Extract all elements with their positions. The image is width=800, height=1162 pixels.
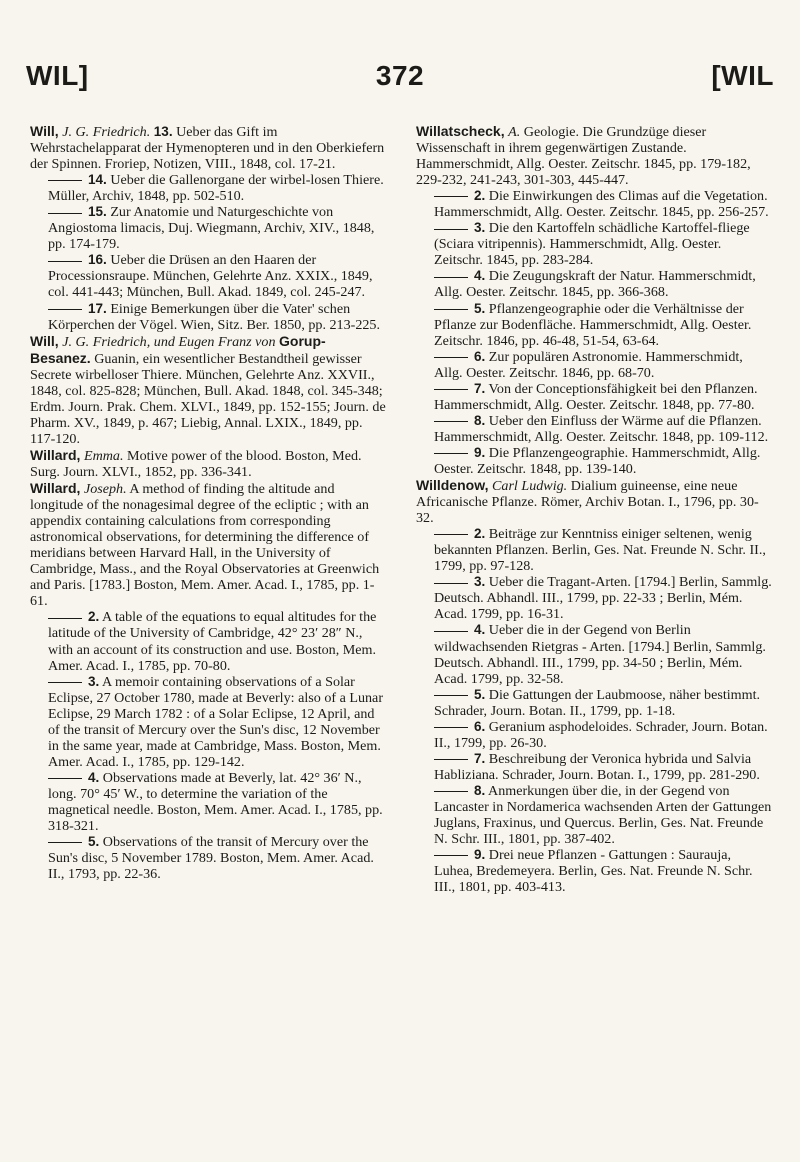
entry-text: Einige Bemerkungen über die Vater' schen Körperchen der Vögel. Wien, Sitz. Ber. 1850, pp. 213-225.	[48, 300, 381, 333]
entry-text: Geologie. Die Grundzüge dieser Wissenschaft in ihrem gegenwärtigen Zustande. Hammerschmidt, Allg. Oester. Zeitschr. 1845, pp. 179-182, 229-232, 241-243, 301-303, 445-447.	[416, 124, 751, 189]
ditto-dash	[434, 727, 468, 728]
entry-number: 2.	[474, 188, 486, 204]
bibliography-subentry	[416, 220, 772, 268]
entry-text: Ueber den Einfluss der Wärme auf die Pflanzen. Hammerschmidt, Allg. Oester. Zeitschr. 1848, pp. 109-112.	[434, 412, 769, 445]
ditto-dash	[48, 618, 82, 619]
ditto-dash	[434, 759, 468, 760]
entry-number: 2.	[474, 526, 486, 542]
bibliography-subentry	[416, 783, 772, 847]
entry-text: Ueber die Gallenorgane der wirbel-losen Thiere. Müller, Archiv, 1848, pp. 502-510.	[48, 172, 384, 205]
entry-number: 7.	[474, 380, 486, 396]
entry-text: Dialium guineense, eine neue Africanische Pflanze. Römer, Archiv Botan. I., 1796, pp. 30-32.	[416, 478, 759, 527]
bibliography-subentry	[416, 751, 772, 783]
entry-text: Die Gattungen der Laubmoose, näher bestimmt. Schrader, Journ. Botan. II., 1799, pp. 1-18.	[434, 686, 761, 719]
author-name: Willatscheck,	[416, 123, 505, 139]
author-forename: A.	[508, 124, 521, 140]
entry-number: 5.	[474, 300, 486, 316]
entry-text: Drei neue Pflanzen - Gattungen : Saurauja, Luhea, Bredemeyera. Berlin, Ges. Nat. Freunde N. Schr. III., 1801, pp. 403-413.	[434, 847, 753, 896]
entry-number: 6.	[474, 718, 486, 734]
bibliography-subentry	[30, 834, 386, 882]
bibliography-subentry	[416, 445, 772, 477]
entry-number: 4.	[474, 622, 486, 638]
bibliography-subentry	[30, 252, 386, 300]
bibliography-subentry	[416, 687, 772, 719]
ditto-dash	[434, 791, 468, 792]
entry-text: Beschreibung der Veronica hybrida und Salvia Habliziana. Schrader, Journ. Botan. I., 1799, pp. 281-290.	[434, 750, 760, 783]
entry-text: Ueber die Drüsen an den Haaren der Processionsraupe. München, Gelehrte Anz. XXIX., 1849, col. 441-443; München, Bull. Akad. 1849, col. 245-247.	[48, 252, 373, 301]
entry-text: Geranium asphodeloides. Schrader, Journ. Botan. II., 1799, pp. 26-30.	[434, 718, 768, 751]
header-right: [WIL	[711, 60, 774, 91]
bibliography-subentry	[416, 381, 772, 413]
left-column	[30, 123, 386, 882]
entry-text: Guanin, ein wesentlicher Bestandtheil gewisser Secrete wirbelloser Thiere. München, Gelehrte Anz. XXVII., 1848, col. 825-828; München, Bull. Akad. 1848, col. 345-348; Erdm. Journ. Prak. Chem. XLVI., 1849, pp. 152-155; Journ. de Pharm. XV., 1849, p. 467; Liebig, Annal. LXIX., 1849, pp. 117-120.	[30, 350, 386, 447]
author-name: Will,	[30, 123, 59, 139]
bibliography-entry	[30, 123, 386, 172]
entry-text: Observations of the transit of Mercury over the Sun's disc, 5 November 1789. Boston, Mem. Amer. Acad. II., 1793, pp. 22-36.	[48, 834, 374, 883]
entry-number: 3.	[474, 220, 486, 236]
bibliography-subentry	[30, 674, 386, 770]
entry-number: 4.	[88, 769, 100, 785]
ditto-dash	[48, 261, 82, 262]
entry-number: 8.	[474, 412, 486, 428]
entry-number: 9.	[474, 444, 486, 460]
ditto-dash	[48, 842, 82, 843]
entry-number: 14.	[88, 172, 107, 188]
bibliography-subentry	[416, 622, 772, 686]
ditto-dash	[434, 534, 468, 535]
ditto-dash	[48, 778, 82, 779]
bibliography-subentry	[30, 609, 386, 673]
entry-text: Die Zeugungskraft der Natur. Hammerschmidt, Allg. Oester. Zeitschr. 1845, pp. 366-368.	[434, 268, 756, 301]
ditto-dash	[434, 855, 468, 856]
entry-text: Motive power of the blood. Boston, Med. Surg. Journ. XLVI., 1852, pp. 336-341.	[30, 447, 362, 480]
entry-number: 16.	[88, 252, 107, 268]
coauthor-name: Gorup-Besanez.	[30, 332, 326, 366]
page-number: 372	[375, 60, 425, 91]
entry-text: Ueber die in der Gegend von Berlin wildwachsenden Rietgras - Arten. [1794.] Berlin, Sammlg. Deutsch. Abhandl. III., 1799, pp. 34-50 ; Berlin, Mém. Acad. 1799, pp. 32-58.	[434, 622, 766, 687]
entry-text: Die Pflanzengeographie. Hammerschmidt, Allg. Oester. Zeitschr. 1848, pp. 139-140.	[434, 444, 761, 477]
running-header	[26, 58, 774, 94]
entry-text: Die den Kartoffeln schädliche Kartoffel-fliege (Sciara vitripennis). Hammerschmidt, Allg. Oester. Zeitschr. 1845, pp. 283-284.	[434, 220, 750, 269]
bibliography-subentry	[30, 770, 386, 834]
header-left: WIL]	[26, 60, 89, 91]
entry-number: 9.	[474, 847, 486, 863]
entry-number: 7.	[474, 750, 486, 766]
ditto-dash	[434, 309, 468, 310]
entry-text: Zur populären Astronomie. Hammerschmidt, Allg. Oester. Zeitschr. 1846, pp. 68-70.	[434, 348, 743, 381]
entry-number: 6.	[474, 348, 486, 364]
bibliography-subentry	[416, 719, 772, 751]
bibliography-subentry	[416, 188, 772, 220]
bibliography-entry	[416, 123, 772, 188]
bibliography-entry	[416, 477, 772, 526]
entry-text: Ueber die Tragant-Arten. [1794.] Berlin, Sammlg. Deutsch. Abhandl. III., 1799, pp. 22-33 ; Berlin, Mém. Acad. 1799, pp. 16-31.	[434, 574, 772, 623]
entry-number: 4.	[474, 268, 486, 284]
author-name: Willdenow,	[416, 477, 489, 494]
bibliography-entry	[30, 480, 386, 609]
ditto-dash	[434, 357, 468, 358]
author-forename: J. G. Friedrich, und Eugen Franz von	[62, 333, 276, 350]
author-forename: Carl Ludwig.	[492, 478, 568, 495]
bibliography-subentry	[416, 847, 772, 895]
author-forename: Joseph.	[83, 481, 127, 498]
bibliography-subentry	[416, 349, 772, 381]
ditto-dash	[434, 421, 468, 422]
entry-text: A method of finding the altitude and longitude of the nonagesimal degree of the ecliptic ; with an appendix containing calculations from corresponding astronomical observations, for determining the difference of meridians between Harvard Hall, in the University of Cambridge, Mass., and the Royal Observatories at Greenwich and Paris. [1783.] Boston, Mem. Amer. Acad. I., 1785, pp. 1-61.	[30, 481, 380, 610]
entry-number: 5.	[474, 686, 486, 702]
entry-text: Die Einwirkungen des Climas auf die Vegetation. Hammerschmidt, Allg. Oester. Zeitschr. 1845, pp. 256-257.	[434, 188, 769, 221]
bibliography-subentry	[416, 574, 772, 622]
author-name: Willard,	[30, 446, 81, 463]
ditto-dash	[434, 453, 468, 454]
bibliography-subentry	[416, 413, 772, 445]
entry-number: 3.	[88, 673, 100, 689]
entry-text: Beiträge zur Kenntniss einiger seltenen, wenig bekannten Pflanzen. Berlin, Ges. Nat. Freunde N. Schr. II., 1799, pp. 97-128.	[434, 526, 766, 575]
ditto-dash	[434, 583, 468, 584]
ditto-dash	[434, 196, 468, 197]
bibliography-entry	[30, 447, 386, 480]
ditto-dash	[48, 682, 82, 683]
entry-text: Pflanzengeographie oder die Verhältnisse der Pflanze zur Bodenfläche. Hammerschmidt, Allg. Oester. Zeitschr. 1846, pp. 46-48, 51-54, 63-64.	[434, 300, 752, 349]
entry-number: 3.	[474, 574, 486, 590]
bibliography-subentry	[30, 204, 386, 252]
entry-text: Ueber das Gift im Wehrstachelapparat der Hymenopteren und in den Oberkiefern der Spinnen. Froriep, Notizen, VIII., 1848, col. 17-21.	[30, 124, 385, 173]
ditto-dash	[434, 389, 468, 390]
author-name: Will,	[30, 332, 59, 349]
entry-number: 5.	[88, 834, 100, 850]
entry-text: Zur Anatomie und Naturgeschichte von Angiostoma limacis, Duj. Wiegmann, Archiv, XIV., 1848, pp. 174-179.	[48, 204, 375, 253]
ditto-dash	[434, 695, 468, 696]
entry-text: Anmerkungen über die, in der Gegend von Lancaster in Nordamerica wachsenden Arten der Gattungen Juglans, Fraxinus, und Quercus. Berlin, Ges. Nat. Freunde N. Schr. III., 1801, pp. 387-402.	[434, 782, 772, 848]
bibliography-subentry	[30, 172, 386, 204]
ditto-dash	[48, 180, 82, 181]
entry-number: 8.	[474, 782, 486, 798]
author-forename: J. G. Friedrich.	[62, 124, 151, 140]
entry-number: 13.	[153, 124, 173, 139]
entry-number: 15.	[88, 204, 107, 220]
entry-text: Von der Conceptionsfähigkeit bei den Pflanzen. Hammerschmidt, Allg. Oester. Zeitschr. 1848, pp. 77-80.	[434, 380, 758, 413]
bibliography-subentry	[416, 526, 772, 574]
author-forename: Emma.	[83, 447, 124, 464]
bibliography-subentry	[416, 301, 772, 349]
ditto-dash	[48, 213, 82, 214]
right-column	[416, 123, 772, 895]
entry-text: Observations made at Beverly, lat. 42° 36′ N., long. 70° 45′ W., to determine the variation of the magnetical needle. Boston, Mem. Amer. Acad. I., 1785, pp. 318-321.	[48, 769, 383, 835]
entry-number: 2.	[88, 609, 100, 625]
ditto-dash	[48, 309, 82, 310]
entry-number: 17.	[88, 300, 107, 316]
author-name: Willard,	[30, 480, 81, 497]
bibliography-subentry	[416, 268, 772, 300]
entry-text: A memoir containing observations of a Solar Eclipse, 27 October 1780, made at Beverly: also of a Lunar Eclipse, 29 March 1782 : of a Solar Eclipse, 12 April, and of the transit of Mercury over the Sun's disc, 12 November in the same year, made at Cambridge, Mass. Boston, Mem. Amer. Acad. I., 1785, pp. 129-142.	[48, 673, 384, 770]
ditto-dash	[434, 229, 468, 230]
ditto-dash	[434, 277, 468, 278]
entry-text: A table of the equations to equal altitudes for the latitude of the University of Cambridge, 42° 23′ 28″ N., with an account of its construction and use. Boston, Mem. Amer. Acad. I., 1785, pp. 70-80.	[48, 609, 377, 674]
bibliography-subentry	[30, 301, 386, 333]
bibliography-entry	[30, 333, 386, 447]
ditto-dash	[434, 631, 468, 632]
